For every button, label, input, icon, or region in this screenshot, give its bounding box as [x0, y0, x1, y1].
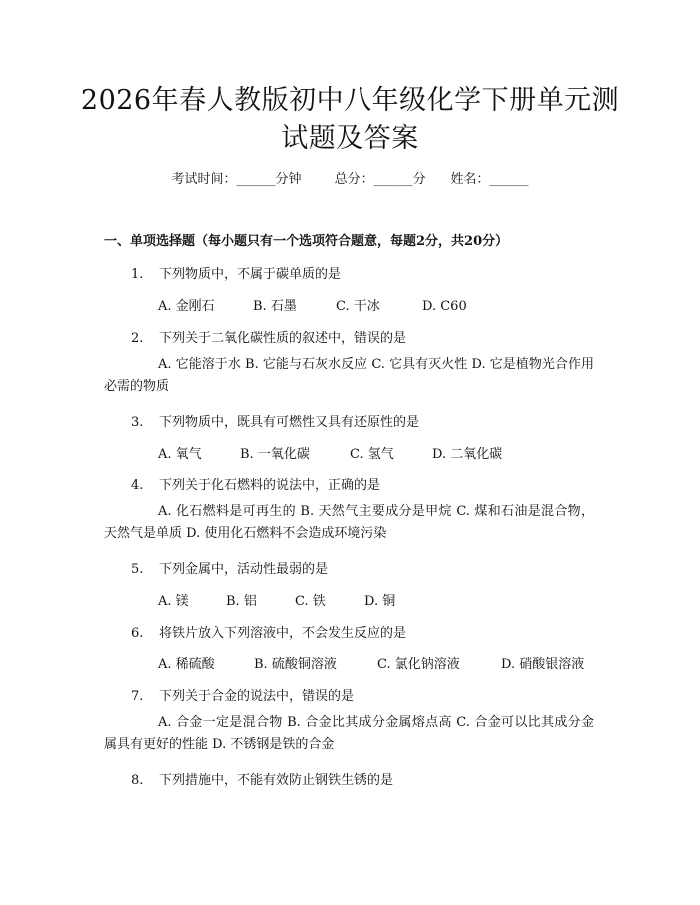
question-text: 将铁片放入下列溶液中，不会发生反应的是	[159, 626, 407, 641]
question-2	[131, 327, 406, 346]
title-line-2: 试题及答案	[281, 123, 419, 154]
options-2	[104, 354, 594, 398]
question-text: 下列物质中，既具有可燃性又具有还原性的是	[159, 415, 420, 430]
options-5	[158, 590, 395, 609]
options-1	[158, 295, 467, 314]
question-number: 5.	[131, 562, 144, 577]
time-label: 考试时间：	[171, 172, 237, 187]
option-c: C. 合金可以比其成分金属具有更好的性能	[104, 715, 594, 752]
option-d: D. 铜	[364, 594, 396, 609]
option-c: C. 铁	[295, 594, 326, 609]
option-b: B. 铝	[226, 594, 257, 609]
option-d: D. 硝酸银溶液	[501, 657, 585, 672]
option-c: C. 氯化钠溶液	[377, 657, 460, 672]
question-1	[131, 263, 341, 282]
option-d: D. C60	[422, 299, 467, 314]
score-unit: 分	[412, 172, 426, 187]
title-line-1: 2026年春人教版初中八年级化学下册单元测	[80, 85, 620, 116]
option-c: C. 干冰	[336, 299, 380, 314]
option-b: B. 硫酸铜溶液	[254, 657, 337, 672]
question-8	[131, 769, 393, 788]
time-blank: ______	[236, 172, 276, 187]
question-number: 4.	[131, 478, 144, 493]
question-number: 8.	[131, 773, 144, 788]
option-d: D. 二氧化碳	[432, 447, 503, 462]
section-heading: 一、单项选择题（每小题只有一个选项符合题意，每题2分，共20分）	[104, 234, 509, 249]
question-text: 下列关于合金的说法中，错误的是	[159, 689, 355, 704]
name-label: 姓名：	[450, 172, 490, 187]
option-a: A. 合金一定是混合物	[158, 715, 283, 730]
time-unit: 分钟	[275, 172, 302, 187]
question-number: 6.	[131, 626, 144, 641]
question-text: 下列关于化石燃料的说法中，正确的是	[159, 478, 381, 493]
option-a: A. 氧气	[158, 447, 202, 462]
question-number: 7.	[131, 689, 144, 704]
exam-title	[60, 82, 640, 158]
question-number: 2.	[131, 331, 144, 346]
options-6	[158, 653, 584, 672]
question-5	[131, 558, 328, 577]
option-c: C. 氢气	[350, 447, 394, 462]
question-7	[131, 685, 354, 704]
option-d: D. 它是植物光合作用必需的物质	[104, 357, 594, 394]
option-a: A. 镁	[158, 594, 189, 609]
question-number: 3.	[131, 415, 144, 430]
question-text: 下列物质中，不属于碳单质的是	[159, 267, 342, 282]
question-text: 下列关于二氧化碳性质的叙述中，错误的是	[159, 331, 407, 346]
option-c: C. 煤和石油是混合物，天然气是单质	[104, 504, 595, 541]
option-a: A. 金刚石	[158, 299, 215, 314]
option-a: A. 它能溶于水	[158, 357, 241, 372]
score-label: 总分：	[334, 172, 374, 187]
option-d: D. 不锈钢是铁的合金	[212, 737, 335, 752]
name-blank: ______	[489, 172, 529, 187]
option-a: A. 化石燃料是可再生的	[158, 504, 296, 519]
question-text: 下列措施中，不能有效防止钢铁生锈的是	[159, 773, 394, 788]
option-d: D. 使用化石燃料不会造成环境污染	[186, 526, 387, 541]
option-c: C. 它具有灭火性	[371, 357, 468, 372]
question-4	[131, 474, 380, 493]
question-6	[131, 622, 406, 641]
option-b: B. 合金比其成分金属熔点高	[287, 715, 452, 730]
option-b: B. 它能与石灰水反应	[245, 357, 368, 372]
option-b: B. 天然气主要成分是甲烷	[300, 504, 452, 519]
option-b: B. 一氧化碳	[240, 447, 310, 462]
options-4	[104, 501, 594, 545]
question-3	[131, 411, 419, 430]
option-a: A. 稀硫酸	[158, 657, 215, 672]
exam-meta-line	[0, 168, 700, 187]
option-b: B. 石墨	[253, 299, 297, 314]
question-number: 1.	[131, 267, 144, 282]
score-blank: ______	[373, 172, 413, 187]
question-text: 下列金属中，活动性最弱的是	[159, 562, 329, 577]
options-3	[158, 443, 502, 462]
options-7	[104, 712, 594, 756]
